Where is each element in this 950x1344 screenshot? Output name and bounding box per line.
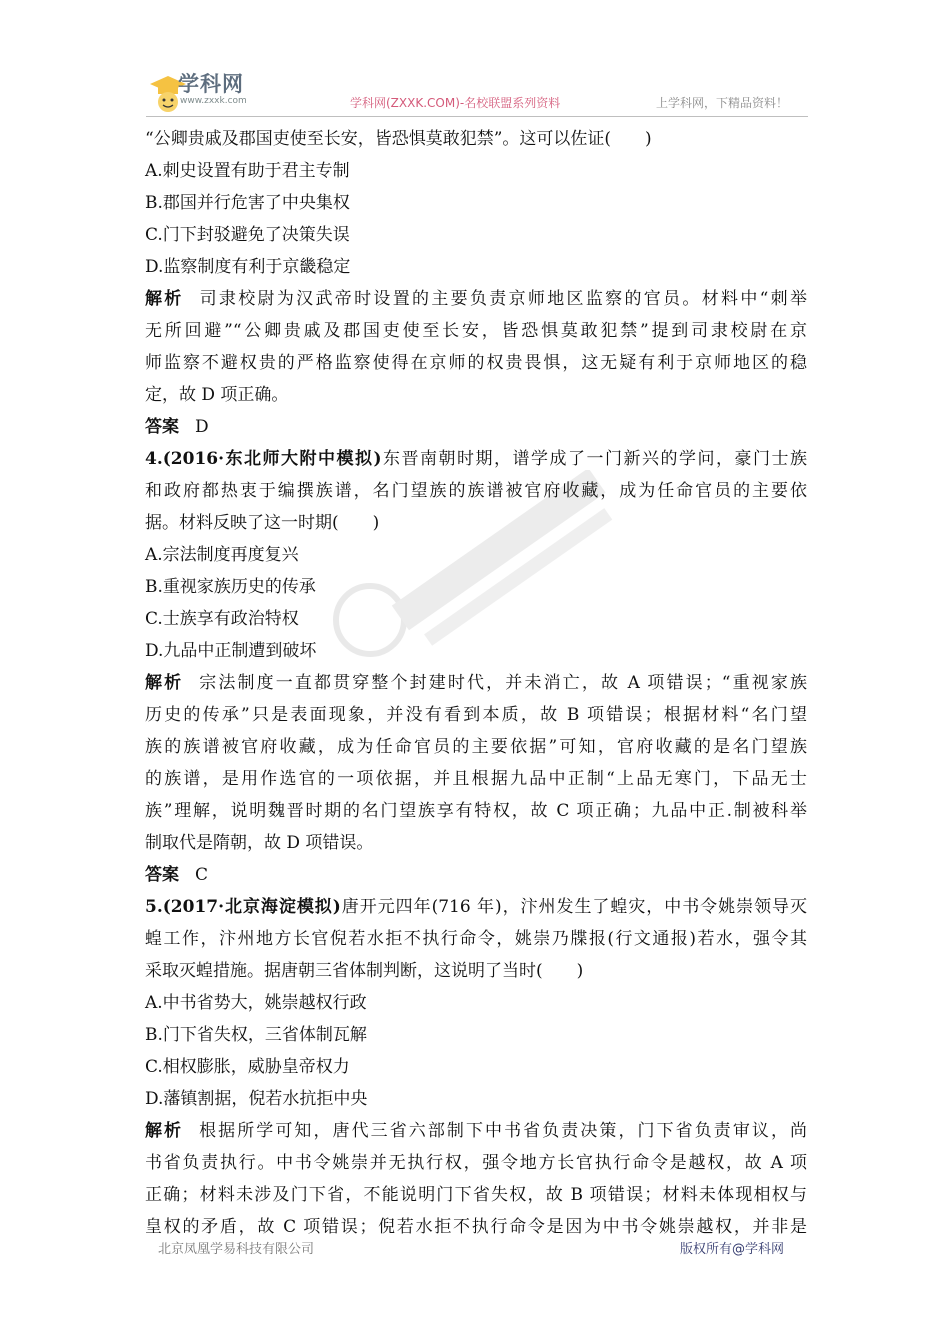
question-stem: 采取灭蝗措施。据唐朝三省体制判断，这说明了当时( ) [145,961,584,981]
analysis-line: 定，故 D 项正确。 [145,385,289,405]
option-c: C.门下封驳避免了决策失误 [145,225,350,245]
question-stem: 和政府都热衷于编撰族谱，名门望族的族谱被官府收藏，成为任命官员的主要依 [145,481,807,501]
analysis-label: 解析 [145,289,184,309]
question-source: 5.(2017·北京海淀模拟) [145,897,341,917]
analysis-text: 宗法制度一直都贯穿整个封建时代，并未消亡，故 A 项错误；“重视家族 [199,673,808,693]
option-b: B.门下省失权，三省体制瓦解 [145,1025,367,1045]
question-stem: “公卿贵戚及郡国吏使至长安，皆恐惧莫敢犯禁”。这可以佐证( ) [145,129,652,149]
header-divider [146,116,808,117]
analysis-line: 师监察不避权贵的严格监察使得在京师的权贵畏惧，这无疑有利于京师地区的稳 [145,353,807,373]
analysis-line: 制取代是隋朝，故 D 项错误。 [145,833,374,853]
option-b: B.郡国并行危害了中央集权 [145,193,350,213]
page-header [0,0,950,122]
option-d: D.监察制度有利于京畿稳定 [145,257,351,277]
analysis-line: 皇权的矛盾，故 C 项错误；倪若水拒不执行命令是因为中书令姚崇越权，并非是 [145,1217,807,1237]
option-c: C.相权膨胀，威胁皇帝权力 [145,1057,350,1077]
analysis-line: 历史的传承”只是表面现象，并没有看到本质，故 B 项错误；根据材料“名门望 [145,705,807,725]
question-stem: 据。材料反映了这一时期( ) [145,513,380,533]
option-c: C.士族享有政治特权 [145,609,299,629]
analysis-line: 正确；材料未涉及门下省，不能说明门下省失权，故 B 项错误；材料未体现相权与 [145,1185,807,1205]
answer-label: 答案 [145,417,179,437]
answer-line [145,859,807,891]
answer-value: D [195,417,209,437]
stem-text: 东晋南朝时期，谱学成了一门新兴的学问，豪门士族 [381,449,807,469]
analysis-label: 解析 [145,673,184,693]
analysis-line: 书省负责执行。中书令姚崇并无执行权，强令地方长官执行命令是越权，故 A 项 [145,1153,807,1173]
analysis-line: 族的族谱被官府收藏，成为任命官员的主要依据”可知，官府收藏的是名门望族 [145,737,807,757]
header-center-text: 学科网(ZXXK.COM)-名校联盟系列资料 [350,96,561,110]
document-body [145,123,807,1243]
footer-copyright: 版权所有@学科网 [680,1242,785,1257]
option-a: A.中书省势大，姚崇越权行政 [145,993,367,1013]
logo-url: www.zxxk.com [180,96,247,106]
option-b: B.重视家族历史的传承 [145,577,316,597]
option-d: D.藩镇割据，倪若水抗拒中央 [145,1089,368,1109]
analysis-label: 解析 [145,1121,184,1141]
analysis-line [145,283,807,315]
option-a: A.宗法制度再度复兴 [145,545,299,565]
analysis-line: 族”理解，说明魏晋时期的名门望族享有特权，故 C 项正确；九品中正.制被科举 [145,801,807,821]
question-source: 4.(2016·东北师大附中模拟) [145,449,382,469]
answer-label: 答案 [145,865,179,885]
answer-value: C [195,865,209,885]
header-slogan: 上学科网，下精品资料！ [656,96,789,110]
analysis-text: 根据所学可知，唐代三省六部制下中书省负责决策，门下省负责审议，尚 [199,1121,808,1141]
analysis-line [145,1115,807,1147]
analysis-text: 司隶校尉为汉武帝时设置的主要负责京师地区监察的官员。材料中“刺举 [199,289,807,309]
stem-text: 唐开元四年(716 年)，汴州发生了蝗灾，中书令姚崇领导灭 [340,897,807,917]
question-stem: 蝗工作，汴州地方长官倪若水拒不执行命令，姚崇乃牒报(行文通报)若水，强令其 [145,929,807,949]
logo-text: 学科网 [178,72,244,96]
answer-line [145,411,807,443]
analysis-line: 的族谱，是用作选官的一项依据，并且根据九品中正制“上品无寒门，下品无士 [145,769,807,789]
footer-company: 北京凤凰学易科技有限公司 [158,1242,315,1257]
option-d: D.九品中正制遭到破坏 [145,641,317,661]
option-a: A.刺史设置有助于君主专制 [145,161,350,181]
question-stem [145,443,807,475]
analysis-line [145,667,807,699]
question-stem [145,891,807,923]
analysis-line: 无所回避”“公卿贵戚及郡国吏使至长安，皆恐惧莫敢犯禁”提到司隶校尉在京 [145,321,807,341]
